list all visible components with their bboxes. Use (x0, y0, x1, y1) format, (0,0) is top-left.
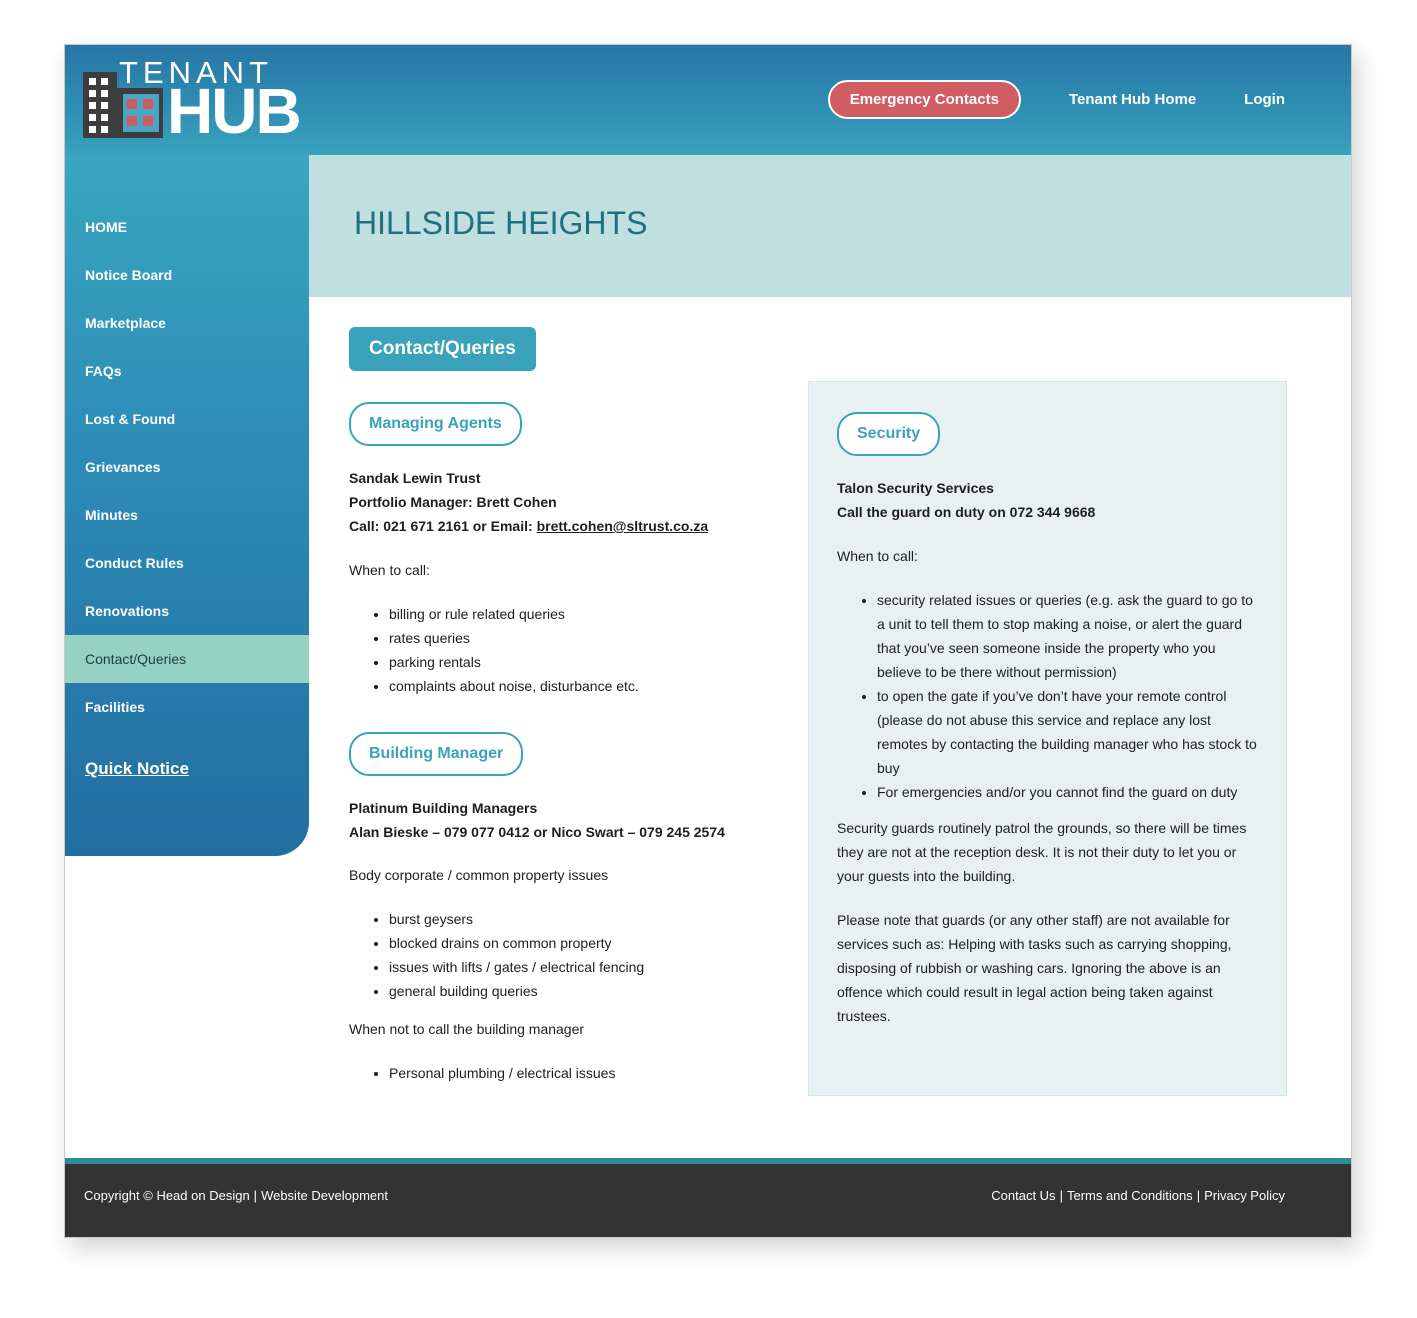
list-item: • general building queries (389, 979, 769, 1003)
sidebar-item-faqs[interactable]: FAQs (85, 363, 122, 379)
sidebar (65, 155, 309, 856)
security-patrol-note: Security guards routinely patrol the grounds, so there will be times they are not at the reception desk. It is not their duty to let you or your guests into the building. (837, 820, 1247, 884)
managing-agents-heading: Managing Agents (349, 402, 522, 446)
logo-word-tenant: TENANT (119, 55, 273, 90)
website-development-link[interactable]: Website Development (261, 1188, 388, 1203)
logo-word-hub: HUB (167, 75, 300, 147)
sidebar-item-minutes[interactable]: Minutes (85, 507, 138, 523)
security-content (837, 412, 1261, 1028)
footer-copyright: Copyright © Head on Design | Website Development (84, 1188, 388, 1203)
footer-links: Contact Us | Terms and Conditions | Privacy Policy (991, 1188, 1285, 1203)
body-corporate-label: Body corporate / common property issues (349, 867, 609, 883)
emergency-contacts-button[interactable]: Emergency Contacts (828, 80, 1021, 119)
page-frame (64, 44, 1352, 1238)
page-title: HILLSIDE HEIGHTS (354, 205, 648, 241)
building-manager-heading: Building Manager (349, 732, 523, 776)
sidebar-item-conduct-rules[interactable]: Conduct Rules (85, 555, 184, 571)
sidebar-item-facilities[interactable]: Facilities (85, 699, 145, 715)
list-item: • For emergencies and/or you cannot find the guard on duty (877, 780, 1261, 804)
copyright-text: Copyright © Head on Design (84, 1188, 250, 1203)
list-item: • complaints about noise, disturbance etc. (389, 674, 769, 698)
page-banner (309, 155, 1352, 297)
login-link[interactable]: Login (1244, 91, 1285, 108)
building-manager-company: Platinum Building Managers (349, 800, 538, 816)
security-panel (808, 381, 1287, 1096)
email-link[interactable]: brett.cohen@sltrust.co.za (536, 518, 709, 534)
security-list (837, 588, 1261, 804)
list-item: • blocked drains on common property (389, 931, 769, 955)
sidebar-nav (65, 203, 309, 731)
managing-agents-list (349, 602, 769, 698)
header-nav (828, 80, 1285, 119)
list-item: • Personal plumbing / electrical issues (389, 1061, 769, 1085)
list-item: • to open the gate if you’ve don’t have your remote control (please do not abuse this service and replace any lost remotes by contacting the building manager who has stock to buy (877, 684, 1261, 780)
sidebar-item-grievances[interactable]: Grievances (85, 459, 161, 475)
list-item: • billing or rule related queries (389, 602, 769, 626)
when-not-to-call-label: When not to call the building manager (349, 1021, 585, 1037)
list-item: • issues with lifts / gates / electrical fencing (389, 955, 769, 979)
quick-notice-link[interactable]: Quick Notice (85, 759, 189, 778)
list-item: • rates queries (389, 626, 769, 650)
list-item: • burst geysers (389, 907, 769, 931)
terms-link[interactable]: Terms and Conditions (1066, 1188, 1193, 1203)
list-item: • security related issues or queries (e.g. ask the guard to go to a unit to tell them to stop making a noise, or alert the guard that you’ve seen someone inside the property who you believe to be there without permission) (877, 588, 1261, 684)
security-heading: Security (837, 412, 940, 456)
site-footer (65, 1164, 1352, 1238)
contacts-column (349, 402, 769, 1085)
sidebar-item-home[interactable]: HOME (85, 219, 127, 235)
tenant-hub-logo[interactable] (83, 55, 300, 147)
sidebar-item-renovations[interactable]: Renovations (85, 603, 170, 619)
contact-prefix: Call: 021 671 2161 or Email: (349, 518, 537, 534)
managing-agents-company: Sandak Lewin Trust (349, 470, 481, 486)
site-header (65, 45, 1352, 155)
privacy-link[interactable]: Privacy Policy (1204, 1188, 1285, 1203)
tenant-hub-home-link[interactable]: Tenant Hub Home (1068, 91, 1197, 108)
contact-us-link[interactable]: Contact Us (991, 1188, 1056, 1203)
portfolio-manager: Portfolio Manager: Brett Cohen (349, 494, 557, 510)
building-manager-not-list (349, 1061, 769, 1085)
security-when-label: When to call: (837, 548, 918, 564)
security-phone: Call the guard on duty on 072 344 9668 (837, 504, 1096, 520)
sidebar-item-marketplace[interactable]: Marketplace (85, 315, 166, 331)
sidebar-item-notice-board[interactable]: Notice Board (85, 267, 173, 283)
security-services-note: Please note that guards (or any other staff) are not available for services such as: Helping with tasks such as carrying shopping, disposing of rubbish or washing cars. Ignoring the above is an offence which could result in legal action being taken against trustees. (837, 912, 1232, 1024)
managing-agents-contact (349, 514, 769, 538)
when-to-call-label: When to call: (349, 562, 430, 578)
sidebar-item-lost-found[interactable]: Lost & Found (85, 411, 176, 427)
building-manager-contacts: Alan Bieske – 079 077 0412 or Nico Swart – 079 245 2574 (349, 824, 725, 840)
security-company: Talon Security Services (837, 480, 994, 496)
section-heading: Contact/Queries (349, 327, 536, 371)
list-item: • parking rentals (389, 650, 769, 674)
building-manager-list (349, 907, 769, 1003)
sidebar-item-contact-queries[interactable]: Contact/Queries (65, 635, 309, 683)
